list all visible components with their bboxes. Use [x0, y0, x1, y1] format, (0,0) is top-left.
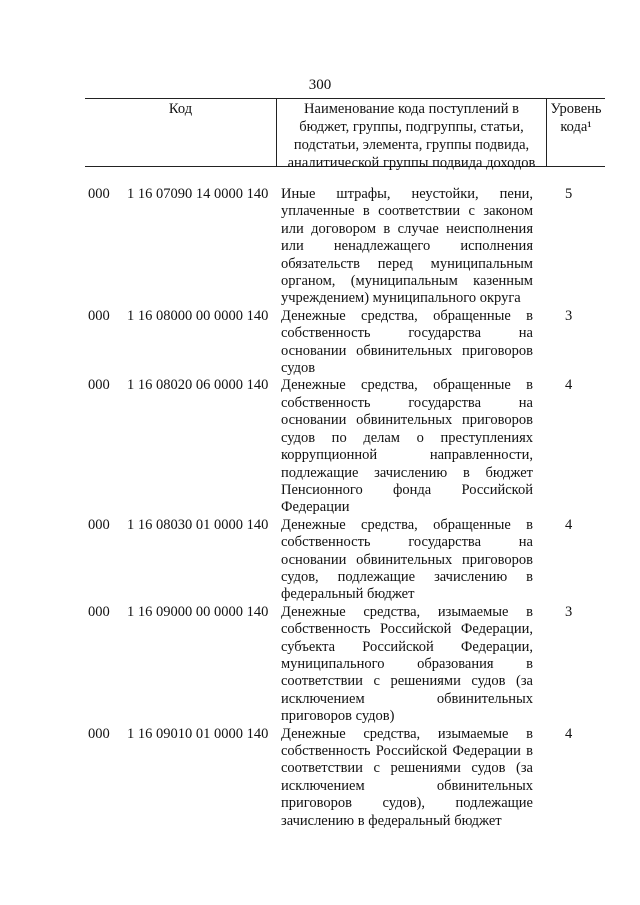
income-code: 1 16 09010 01 0000 140 — [127, 725, 269, 742]
table-row — [85, 186, 605, 308]
income-name: Денежные средства, обращенные в собственность государства на основании обвинительных приговоров судов, подлежащие зачислению в федеральный бюджет — [281, 516, 533, 603]
income-code: 1 16 08000 00 0000 140 — [127, 307, 269, 324]
admin-code: 000 — [88, 377, 110, 394]
income-name: Денежные средства, изымаемые в собственность Российской Федерации в соответствии с решениями судов (за исключением обвинительных приговоров судов), подлежащие зачислению в федеральный бюджет — [281, 725, 533, 829]
admin-code: 000 — [88, 307, 110, 324]
header-level: Уровень кода¹ — [550, 101, 602, 135]
admin-code: 000 — [88, 516, 110, 533]
code-level: 4 — [565, 377, 573, 394]
income-code: 1 16 09000 00 0000 140 — [127, 603, 269, 620]
code-level: 3 — [565, 307, 573, 324]
income-code: 1 16 07090 14 0000 140 — [127, 186, 269, 202]
table-row — [85, 377, 605, 516]
income-code: 1 16 08030 01 0000 140 — [127, 516, 269, 533]
income-name: Денежные средства, обращенные в собственность государства на основании обвинительных приговоров судов — [281, 307, 533, 377]
income-name: Денежные средства, изымаемые в собственность Российской Федерации, субъекта Российской Федерации, муниципального образования в соответствии с решениями судов (за исключением обвинительных приговоров судов) — [281, 603, 533, 725]
table-row — [85, 726, 605, 830]
admin-code: 000 — [88, 186, 110, 202]
income-name: Денежные средства, обращенные в собственность государства на основании обвинительных приговоров судов по делам о преступлениях коррупционной направленности, подлежащие зачислению в бюджет Пенсионного фонда Российской Федерации — [281, 377, 533, 516]
header-code: Код — [168, 101, 193, 117]
table-row — [85, 517, 605, 604]
code-level: 4 — [565, 516, 573, 533]
code-level: 4 — [565, 725, 573, 742]
code-level: 3 — [565, 603, 573, 620]
code-level: 5 — [565, 186, 573, 202]
table-body — [85, 186, 605, 830]
table-header — [85, 98, 605, 171]
header-name: Наименование кода поступлений в бюджет, группы, подгруппы, статьи, подстатьи, элемента, группы подвида, аналитической группы подвида доходов — [276, 99, 547, 166]
income-name: Иные штрафы, неустойки, пени, уплаченные в соответствии с законом или договором в случае неисполнения или ненадлежащего исполнения обязательств перед муниципальным органом, (муниципальным казенным учреждением) муниципального округа — [281, 186, 533, 307]
admin-code: 000 — [88, 725, 110, 742]
page-number: 300 — [308, 77, 332, 93]
income-code: 1 16 08020 06 0000 140 — [127, 377, 269, 394]
admin-code: 000 — [88, 603, 110, 620]
table-row — [85, 308, 605, 378]
table-row — [85, 604, 605, 726]
